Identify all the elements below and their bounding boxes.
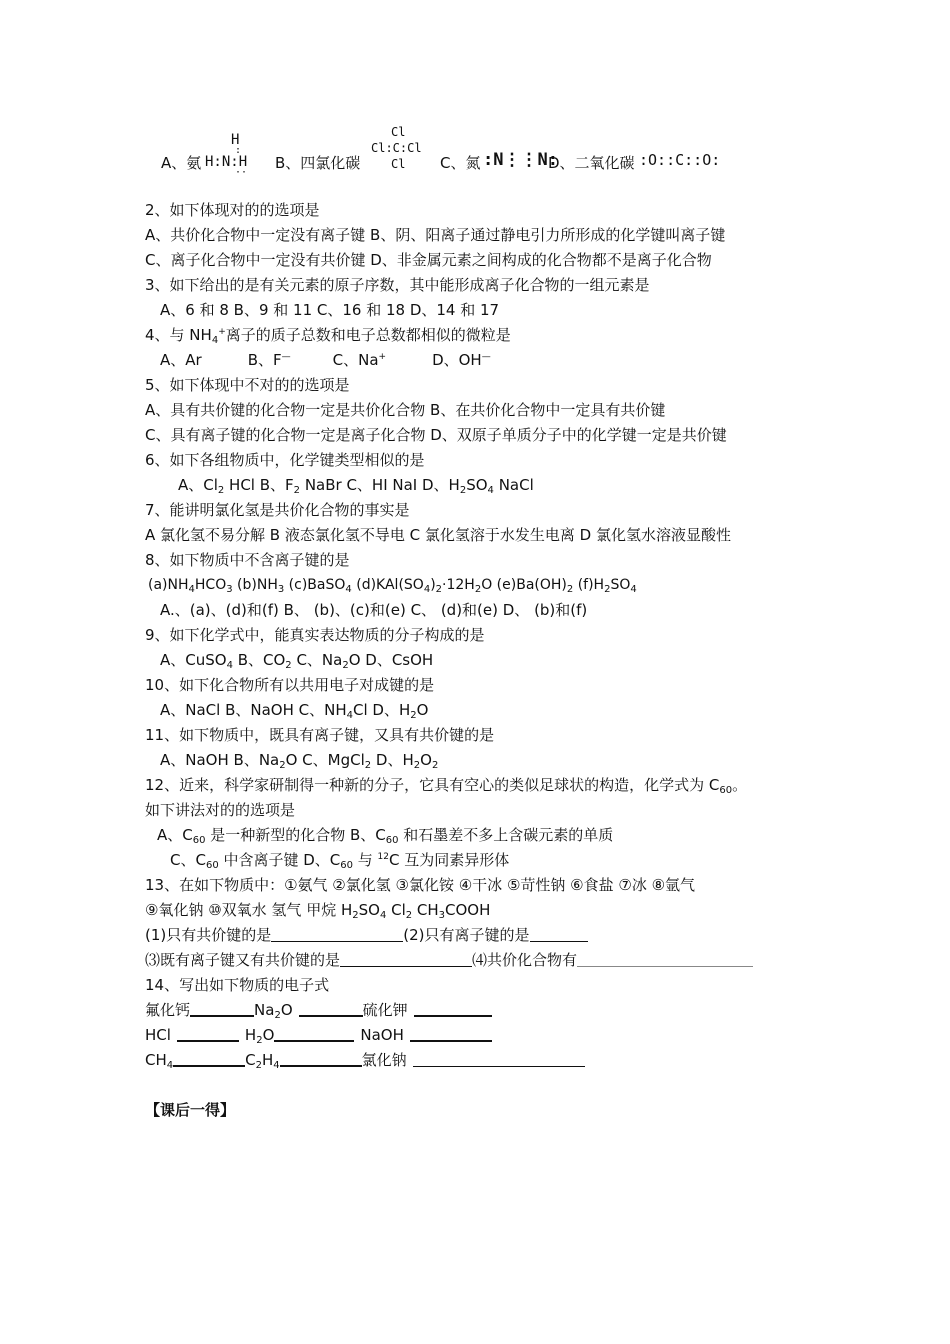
q1-option-d-label: D、二氧化碳 bbox=[548, 154, 635, 172]
after-class-heading: 【课后一得】 bbox=[145, 1101, 236, 1119]
q7-stem: 7、能讲明氯化氢是共价化合物的事实是 bbox=[145, 501, 410, 519]
q2-options-ab: A、共价化合物中一定没有离子键 B、阴、阳离子通过静电引力所形成的化学键叫离子键 bbox=[145, 226, 726, 244]
q11-options: A、NaOH B、$Na_2O$ C、MgCl$_2$ D、$H_2O_2$ bbox=[160, 751, 439, 771]
q12-stem-2: 如下讲法对的的选项是 bbox=[145, 801, 296, 819]
q6-stem: 6、如下各组物质中，化学键类型相似的是 bbox=[145, 451, 425, 469]
q14-row-2: HCl $H_2O$ NaOH bbox=[145, 1025, 492, 1045]
q2-stem: 2、如下体现对的的选项是 bbox=[145, 201, 320, 219]
q5-options-ab: A、具有共价键的化合物一定是共价化合物 B、在共价化合物中一定具有共价键 bbox=[145, 401, 666, 419]
q13-stem-2: ⑨氧化钠 ⑩双氧水 氢气 甲烷 $H_2SO_4$ $Cl_2$ $CH_3COOH$ bbox=[145, 901, 491, 921]
q4-options: A、Ar B、F— C、Na+ D、OH— bbox=[160, 351, 491, 369]
q13-answer-1-blank[interactable] bbox=[271, 927, 403, 942]
q1-options-row bbox=[145, 124, 845, 184]
q13-answer-2-blank[interactable] bbox=[530, 927, 588, 942]
ccl4-lewis-structure bbox=[371, 124, 422, 172]
q14-hcl-blank[interactable] bbox=[177, 1026, 239, 1042]
q14-h2o-blank[interactable] bbox=[274, 1026, 354, 1042]
q14-row-3: $CH_4$ $C_2H_4$ 氯化钠 bbox=[145, 1050, 585, 1070]
q9-stem: 9、如下化学式中，能真实表达物质的分子构成的是 bbox=[145, 626, 485, 644]
n2-lewis-structure: :N⋮⋮N: bbox=[483, 150, 558, 170]
q1-option-c-label: C、氮 bbox=[440, 154, 481, 172]
q12-options-cd: C、$C_{60}$ 中含离子键 D、$C_{60}$ 与 $^{12}$C 互为同素异形体 bbox=[170, 851, 510, 871]
q9-options: A、CuSO$_4$ B、$CO_2$ C、$Na_2O$ D、CsOH bbox=[160, 651, 434, 671]
q1-option-a-label: A、氨 bbox=[161, 154, 202, 172]
q3-options: A、6 和 8 B、9 和 11 C、16 和 18 D、14 和 17 bbox=[160, 301, 500, 319]
ccl4-main-line: Cl:C:Cl bbox=[371, 141, 422, 155]
q14-nacl-blank[interactable] bbox=[413, 1052, 585, 1067]
q6-options: A、$Cl_2$ HCl B、$F_2$ NaBr C、HI NaI D、$H_2SO_4$ NaCl bbox=[178, 476, 534, 496]
q11-stem: 11、如下物质中，既具有离子键，又具有共价键的是 bbox=[145, 726, 495, 744]
q12-stem: 12、近来，科学家研制得一种新的分子，它具有空心的类似足球状的构造，化学式为 $C_{60}$。 bbox=[145, 776, 748, 796]
q13-stem: 13、在如下物质中：①氨气 ②氯化氢 ③氯化铵 ④干冰 ⑤苛性钠 ⑥食盐 ⑦冰 ⑧氩气 bbox=[145, 876, 696, 894]
q13-part-3-4: ⑶既有离子键又有共价键的是 ⑷共价化合物有 bbox=[145, 950, 753, 970]
q14-na2o-blank[interactable] bbox=[299, 1001, 363, 1017]
q8-options: A.、(a)、(d)和(f) B、 (b)、(c)和(e) C、 (d)和(e) D、 (b)和(f) bbox=[160, 601, 588, 619]
q14-k2s-blank[interactable] bbox=[414, 1001, 492, 1017]
q7-options: A 氯化氢不易分解 B 液态氯化氢不导电 C 氯化氢溶于水发生电离 D 氯化氢水溶液显酸性 bbox=[145, 526, 731, 544]
q14-row-1: 氟化钙 $Na_2O$ 硫化钾 bbox=[145, 1000, 492, 1020]
q1-option-b-label: B、四氯化碳 bbox=[275, 154, 361, 172]
q12-options-ab: A、$C_{60}$ 是一种新型的化合物 B、$C_{60}$ 和石墨差不多上含碳元素的单质 bbox=[157, 826, 614, 846]
q10-options: A、NaCl B、NaOH C、$NH_4Cl$ D、$H_2O$ bbox=[160, 701, 429, 721]
ccl4-bottom-cl: Cl bbox=[391, 157, 406, 171]
q5-stem: 5、如下体现中不对的的选项是 bbox=[145, 376, 350, 394]
q5-options-cd: C、具有离子键的化合物一定是离子化合物 D、双原子单质分子中的化学键一定是共价键 bbox=[145, 426, 727, 444]
q14-ch4-blank[interactable] bbox=[173, 1051, 245, 1067]
co2-lewis-structure: :O::C::O: bbox=[639, 151, 721, 169]
q8-stem: 8、如下物质中不含离子键的是 bbox=[145, 551, 350, 569]
q13-part-1-2: (1)只有共价键的是 (2)只有离子键的是 bbox=[145, 925, 588, 945]
ccl4-top-cl: Cl bbox=[391, 125, 406, 139]
q13-answer-4-blank[interactable] bbox=[577, 952, 753, 967]
q3-stem: 3、如下给出的是有关元素的原子序数，其中能形成离子化合物的一组元素是 bbox=[145, 276, 650, 294]
q14-c2h4-blank[interactable] bbox=[280, 1051, 362, 1067]
nh3-lewis-structure: H : H:N:H ·· bbox=[205, 132, 248, 178]
nh3-top-h: H bbox=[231, 132, 240, 148]
q4-stem: 4、与 $NH_4^+$离子的质子总数和电子总数都相似的微粒是 bbox=[145, 326, 511, 346]
q2-options-cd: C、离子化合物中一定没有共价键 D、非金属元素之间构成的化合物都不是离子化合物 bbox=[145, 251, 712, 269]
q14-naoh-blank[interactable] bbox=[410, 1026, 492, 1042]
q14-caf2-blank[interactable] bbox=[190, 1001, 254, 1017]
q8-items: $(a)NH_4HCO_3$ $(b)NH_3$ (c)BaSO$_4$ $(d)KAl(SO_4)_2\cdot 12H_2O$ $(e)Ba(OH)_2$ $(f)H_2SO_4$ bbox=[148, 577, 637, 595]
q14-stem: 14、写出如下物质的电子式 bbox=[145, 976, 330, 994]
q10-stem: 10、如下化合物所有以共用电子对成键的是 bbox=[145, 676, 435, 694]
nh3-main-line: H:N:H bbox=[205, 154, 248, 170]
q13-answer-3-blank[interactable] bbox=[340, 952, 472, 967]
